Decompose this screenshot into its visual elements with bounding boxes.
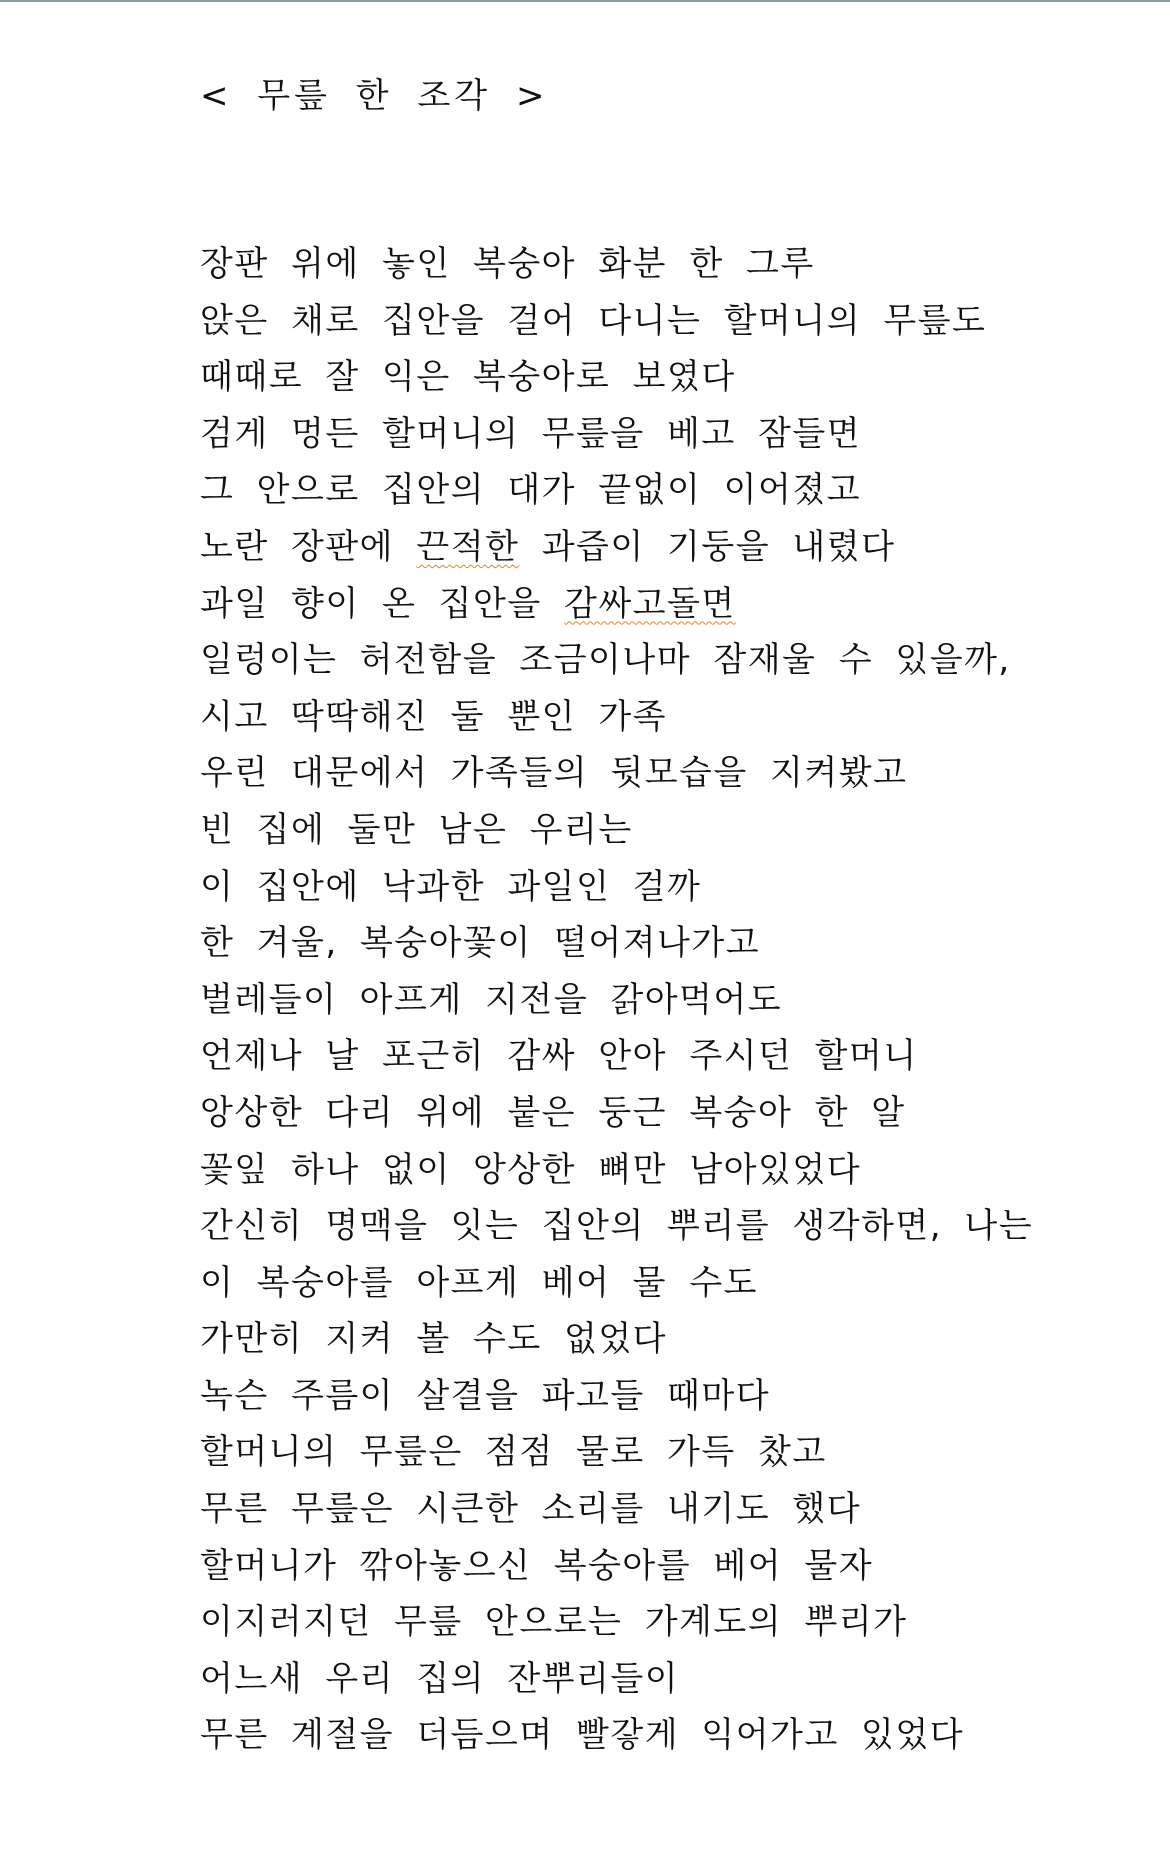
poem-line: 때때로 잘 익은 복숭아로 보였다 (200, 357, 736, 398)
poem-title: < 무릎 한 조각 > (200, 76, 549, 116)
spellcheck-flagged-word[interactable]: 감싸고돌면 (563, 583, 736, 624)
poem-line: 앉은 채로 집안을 걸어 다니는 할머니의 무릎도 (200, 300, 987, 341)
poem-line: 이지러지던 무릎 안으로는 가계도의 뿌리가 (200, 1602, 908, 1643)
spellcheck-flagged-word[interactable]: 끈적한 (416, 526, 520, 567)
poem-line: 어느새 우리 집의 잔뿌리들이 (200, 1658, 680, 1699)
poem-line: 이 복숭아를 아프게 베어 물 수도 (200, 1262, 759, 1303)
poem-text (200, 236, 1033, 1764)
poem-line: 빈 집에 둘만 남은 우리는 (200, 809, 633, 850)
poem-line: 한 겨울, 복숭아꽃이 떨어져나가고 (200, 923, 761, 964)
poem-line: 우린 대문에서 가족들의 뒷모습을 지켜봤고 (200, 753, 908, 794)
poem-line: 꽃잎 하나 없이 앙상한 뼈만 남아있었다 (200, 1149, 862, 1190)
poem-line: 검게 멍든 할머니의 무릎을 베고 잠들면 (200, 413, 862, 454)
line-text: 과일 향이 온 집안을 (200, 583, 564, 624)
poem-line: 무른 무릎은 시큰한 소리를 내기도 했다 (200, 1489, 862, 1530)
poem-line: 간신히 명맥을 잇는 집안의 뿌리를 생각하면, 나는 (200, 1206, 1034, 1247)
poem-line: 언제나 날 포근히 감싸 안아 주시던 할머니 (200, 1036, 918, 1077)
poem-line: 녹슨 주름이 살결을 파고들 때마다 (200, 1375, 771, 1416)
poem-line: 무른 계절을 더듬으며 빨갛게 익어가고 있었다 (200, 1715, 965, 1756)
poem-line (200, 519, 1033, 576)
poem-line: 벌레들이 아프게 지전을 갉아먹어도 (200, 979, 783, 1020)
poem-line: 이 집안에 낙과한 과일인 걸까 (200, 866, 702, 907)
poem-line: 할머니가 깎아놓으신 복숭아를 베어 물자 (200, 1545, 874, 1586)
window-top-border (0, 0, 1170, 2)
poem-line: 시고 딱딱해진 둘 뿐인 가족 (200, 696, 668, 737)
poem-line: 그 안으로 집안의 대가 끝없이 이어졌고 (200, 470, 862, 511)
line-text: 과즙이 기둥을 내렸다 (519, 526, 896, 567)
poem-line: 장판 위에 놓인 복숭아 화분 한 그루 (200, 244, 815, 284)
poem-line: 일렁이는 허전함을 조금이나마 잠재울 수 있을까, (200, 640, 1011, 681)
poem-line (200, 576, 1033, 633)
poem-line: 할머니의 무릎은 점점 물로 가득 찼고 (200, 1432, 827, 1473)
poem-line: 가만히 지켜 볼 수도 없었다 (200, 1319, 668, 1360)
poem-line: 앙상한 다리 위에 붙은 둥근 복숭아 한 알 (200, 1092, 906, 1133)
document-body (200, 68, 1100, 1756)
line-text: 노란 장판에 (200, 526, 417, 567)
